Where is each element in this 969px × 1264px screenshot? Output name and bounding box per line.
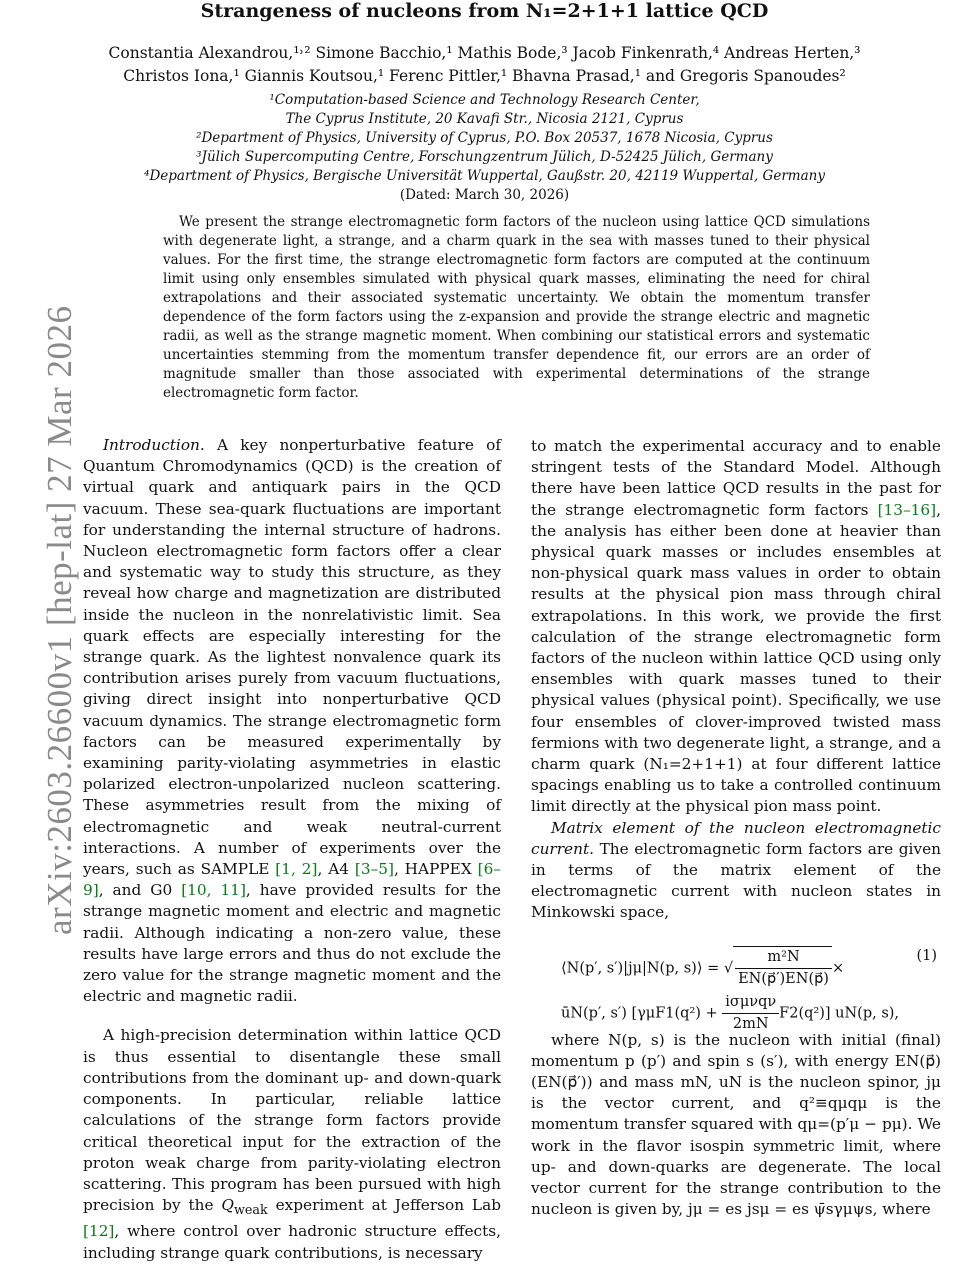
- equation-fraction-2: [722, 992, 779, 1035]
- authors-line-1: Constantia Alexandrou,¹˒² Simone Bacchio,¹ Mathis Bode,³ Jacob Finkenrath,⁴ Andreas Herten,³: [108, 44, 861, 62]
- matrix-element-paragraph: [531, 818, 941, 924]
- continuation-paragraph: [531, 436, 941, 818]
- intro-text-g0: , and G0: [98, 881, 173, 900]
- equation-line-2-start: ūN(p′, s′) [γμF1(q²) +: [561, 1005, 723, 1022]
- equation-1: [531, 942, 941, 1032]
- equation-fraction: [735, 947, 832, 990]
- affiliations: [0, 91, 969, 205]
- intro-text-1: A key nonperturbative feature of Quantum Chromodynamics (QCD) is the creation of virtual quark and antiquark pairs in the QCD vacuum. These sea-quark fluctuations are important for understanding the internal structure of hadrons. Nucleon electromagnetic form factors offer a clear and systematic way to study this structure, as they reveal how charge and magnetization are distributed inside the nucleon in the nonrelativistic limit. Sea quark effects are especially interesting for the strange quark. As the lightest nonvalence quark its contribution arises purely from vacuum fluctuations, giving direct insight into nonperturbative QCD vacuum dynamics. The strange electromagnetic form factors can be measured experimentally by examining parity-violating asymmetries in elastic polarized electron-unpolarized nucleon scattering. These asymmetries result from the mixing of electromagnetic and weak neutral-current interactions. A number of experiments over the years, such as SAMPLE: [83, 436, 501, 879]
- affiliation-1a: ¹Computation-based Science and Technology Research Center,: [269, 92, 700, 108]
- fraction-numerator: iσμνqν: [722, 992, 779, 1014]
- introduction-paragraph: [83, 435, 501, 1007]
- arxiv-identifier[interactable]: arXiv:2603.26600v1 [hep-lat] 27 Mar 2026: [40, 305, 79, 935]
- paragraph-text: to match the experimental accuracy and to enable stringent tests of the Standard Model. Although there have been lattice QCD results in the past for the strange electromagnetic form factors: [531, 437, 941, 519]
- equation-line-1: [561, 946, 844, 990]
- left-column: [83, 435, 501, 1264]
- q-weak-symbol: Q: [221, 1196, 234, 1215]
- affiliation-1b: The Cyprus Institute, 20 Kavafi Str., Nicosia 2121, Cyprus: [285, 111, 684, 127]
- affiliation-3: ³Jülich Supercomputing Centre, Forschungzentrum Jülich, D-52425 Jülich, Germany: [196, 149, 773, 165]
- author-list: [0, 42, 969, 88]
- citation-happex[interactable]: [6–9]: [83, 860, 501, 900]
- affiliation-2: ²Department of Physics, University of Cyprus, P.O. Box 20537, 1678 Nicosia, Cyprus: [196, 130, 773, 146]
- page-title: Strangeness of nucleons from N₁=2+1+1 lattice QCD: [200, 0, 769, 22]
- affiliation-4: ⁴Department of Physics, Bergische Universität Wuppertal, Gaußstr. 20, 42119 Wuppertal, Germany: [144, 168, 825, 184]
- fraction-numerator: m²N: [735, 947, 832, 969]
- citation-previous-lattice[interactable]: [13–16]: [877, 500, 937, 519]
- citation-g0[interactable]: [10, 11]: [181, 881, 246, 900]
- paragraph-text: experiment at Jefferson Lab: [275, 1196, 501, 1215]
- equation-line-2: [561, 992, 899, 1035]
- equation-number: (1): [916, 947, 937, 964]
- paragraph-text: , where control over hadronic structure effects, including strange quark contributions, is necessary: [83, 1222, 501, 1262]
- abstract: We present the strange electromagnetic form factors of the nucleon using lattice QCD simulations with degenerate light, a strange, and a charm quark in the sea with masses tuned to their physical values. For the first time, the strange electromagnetic form factors are computed at the continuum limit using only ensembles simulated with physical quark masses, eliminating the need for chiral extrapolations and their associated systematic uncertainty. We obtain the momentum transfer dependence of the form factors using the z-expansion and provide the strange electric and magnetic radii, as well as the strange magnetic moment. When combining our statistical errors and systematic uncertainties stemming from the momentum transfer dependence fit, our errors are an order of magnitude smaller than those associated with experimental determinations of the strange electromagnetic form factor.: [163, 214, 870, 401]
- citation-jlab[interactable]: [12]: [83, 1222, 115, 1241]
- intro-text-2: , have provided results for the strange magnetic moment and electric and magnetic radii. Although indicating a non-zero value, these results have large errors and thus do not exclude the zero value for the strange magnetic moment and the electric and magnetic radii.: [83, 881, 501, 1006]
- times-symbol: ×: [831, 960, 845, 977]
- citation-sample[interactable]: [1, 2]: [275, 860, 318, 879]
- intro-text-happex: , HAPPEX: [393, 860, 472, 879]
- citation-a4[interactable]: [3–5]: [354, 860, 394, 879]
- paragraph-text: The electromagnetic form factors are given in terms of the matrix element of the electromagnetic current with nucleon states in Minkowski space,: [531, 839, 941, 922]
- authors-line-2: Christos Iona,¹ Giannis Koutsou,¹ Ferenc Pittler,¹ Bhavna Prasad,¹ and Gregoris Spanoudes²: [123, 67, 846, 85]
- definitions-paragraph: where N(p, s) is the nucleon with initial (final) momentum p (p′) and spin s (s′), with energy EN(p⃗) (EN(p⃗′)) and mass mN, uN is the nucleon spinor, jμ is the vector current, and q²≡qμqμ is the momentum transfer squared with qμ=(p′μ − pμ). We work in the flavor isospin symmetric limit, where up- and down-quarks are degenerate. The local vector current for the strange contribution to the nucleon is given by, jμ = es jsμ = es ψ̄sγμψs, where: [531, 1030, 941, 1219]
- q-weak-subscript: weak: [233, 1203, 268, 1219]
- fraction-denominator: EN(p⃗′)EN(p⃗): [738, 970, 829, 987]
- matrix-element-heading: Matrix element of the nucleon electromagnetic current.: [531, 818, 941, 858]
- sqrt-symbol: √: [723, 960, 734, 977]
- dated-line: (Dated: March 30, 2026): [399, 187, 570, 203]
- introduction-heading: Introduction.: [103, 436, 205, 454]
- equation-line-2-end: F2(q²)] uN(p, s),: [779, 1005, 900, 1022]
- intro-text-a4: , A4: [317, 860, 349, 879]
- equation-lhs: ⟨N(p′, s′)|jμ|N(p, s)⟩ =: [561, 960, 720, 977]
- right-column: [531, 436, 941, 1221]
- paragraph-text: A high-precision determination within lattice QCD is thus essential to disentangle these small contributions from the dominant up- and down-quark components. In particular, reliable lattice calculations of the strange form factors provide critical theoretical input for the extraction of the proton weak charge from parity-violating electron scattering. This program has been pursued with high precision by the: [83, 1026, 501, 1215]
- paragraph-text: , the analysis has either been done at heavier than physical quark masses or includes ensembles at non-physical quark mass values in order to obtain results at the physical pion mass through chiral extrapolations. In this work, we provide the first calculation of the strange electromagnetic form factors of the nucleon within lattice QCD using only ensembles with quark masses tuned to their physical values (physical point). Specifically, we use four ensembles of clover-improved twisted mass fermions with two degenerate light, a strange, and a charm quark (N₁=2+1+1) at four different lattice spacings enabling us to take a controlled continuum limit directly at the physical pion mass point.: [531, 500, 941, 816]
- sqrt-radicand: [733, 946, 832, 990]
- fraction-denominator: 2mN: [732, 1015, 769, 1032]
- lattice-motivation-paragraph: [83, 1025, 501, 1263]
